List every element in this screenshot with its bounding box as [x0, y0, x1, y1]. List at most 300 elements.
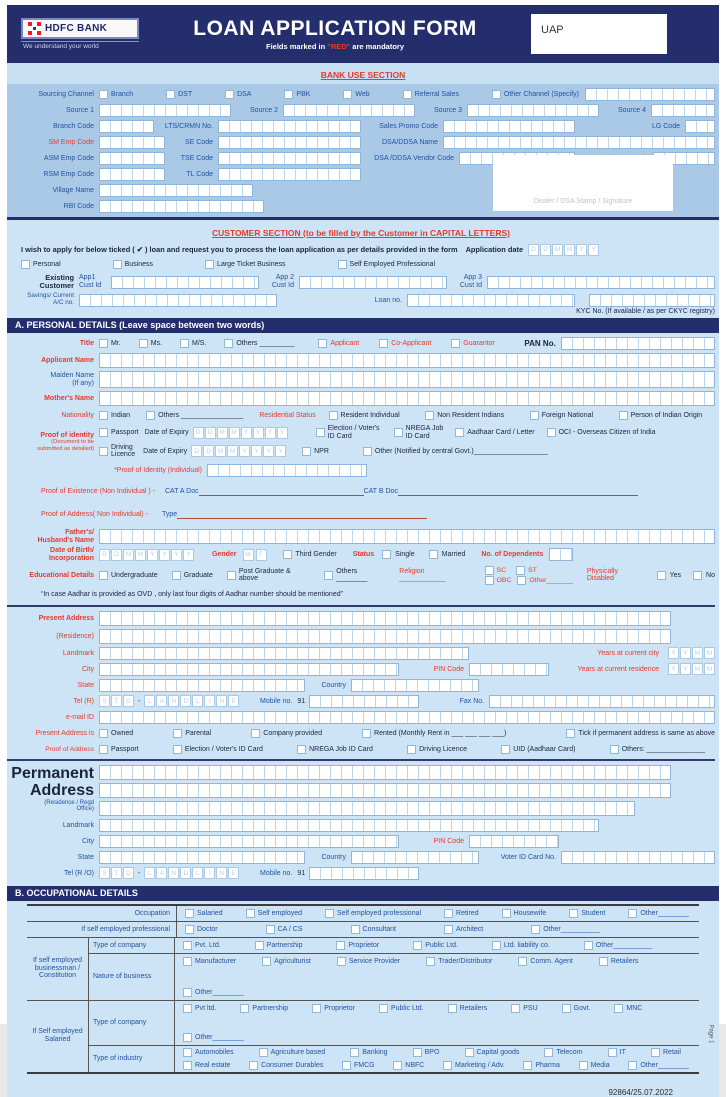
checkbox[interactable]	[394, 428, 403, 437]
char-cells[interactable]	[561, 851, 715, 864]
checkbox[interactable]	[262, 957, 271, 966]
option-label: Other________	[640, 1061, 689, 1069]
checkbox[interactable]	[393, 1061, 402, 1070]
checkbox[interactable]	[547, 428, 556, 437]
date-box[interactable]: Y	[275, 445, 286, 457]
cat-a-line[interactable]	[199, 487, 364, 496]
checkbox[interactable]	[343, 90, 352, 99]
checkbox[interactable]	[485, 576, 494, 585]
kyc-note: KYC No. (If available / as per CKYC registry)	[576, 308, 715, 316]
checkbox[interactable]	[99, 428, 108, 437]
std-box[interactable]: D	[123, 695, 134, 707]
char-cells[interactable]	[99, 168, 165, 181]
std-box[interactable]: S	[99, 867, 110, 879]
ymm-box[interactable]: Y	[680, 647, 691, 659]
nature-option	[183, 957, 236, 966]
checkbox[interactable]	[329, 411, 338, 420]
dob-label: Date of Birth/ Incorporation	[48, 547, 94, 562]
residential-option	[619, 411, 703, 420]
char-cells[interactable]	[283, 104, 415, 117]
std-box[interactable]: D	[123, 867, 134, 879]
date-box[interactable]: Y	[277, 427, 288, 439]
char-cells[interactable]	[309, 695, 419, 708]
existing-customer-row	[7, 274, 715, 290]
checkbox[interactable]	[324, 571, 333, 580]
checkbox[interactable]	[302, 447, 311, 456]
mandatory-note: Fields marked in "RED" are mandatory	[265, 42, 404, 51]
sales-promo-label: Sales Promo Code	[379, 123, 438, 130]
landline-boxes	[144, 867, 239, 879]
no-label: No	[706, 571, 715, 579]
char-cells[interactable]	[218, 168, 361, 181]
checkbox[interactable]	[544, 1048, 553, 1057]
poi-row-1	[99, 425, 715, 440]
checkbox[interactable]	[224, 339, 233, 348]
date-box[interactable]: Y	[253, 427, 264, 439]
landline-box[interactable]: L	[144, 695, 155, 707]
landline-box[interactable]: L	[192, 867, 203, 879]
checkbox[interactable]	[351, 925, 360, 934]
option-label: Others: _______________	[621, 745, 705, 753]
date-box[interactable]: Y	[265, 427, 276, 439]
checkbox[interactable]	[249, 1061, 258, 1070]
char-cells[interactable]	[99, 152, 165, 165]
occupation-option	[325, 909, 421, 918]
checkbox[interactable]	[283, 550, 292, 559]
checkbox[interactable]	[569, 909, 578, 918]
char-cells[interactable]	[99, 184, 253, 197]
date-box[interactable]: M	[123, 549, 134, 561]
checkbox[interactable]	[266, 925, 275, 934]
std-box[interactable]: T	[111, 695, 122, 707]
dob-row	[7, 547, 715, 562]
source4-label: Source 4	[617, 107, 646, 114]
char-cells[interactable]	[207, 464, 367, 477]
char-cells[interactable]	[218, 136, 361, 149]
company-option	[336, 941, 379, 950]
checkbox[interactable]	[99, 447, 108, 456]
type-line[interactable]	[177, 510, 427, 519]
landline-box[interactable]: D	[180, 695, 191, 707]
ymm-box[interactable]: M	[692, 647, 703, 659]
bank-tagline: We understand your world	[21, 41, 139, 50]
char-cells[interactable]	[443, 136, 715, 149]
std-box[interactable]: S	[99, 695, 110, 707]
char-cells[interactable]	[99, 353, 715, 368]
landline-box[interactable]: E	[228, 695, 239, 707]
checkbox[interactable]	[379, 339, 388, 348]
app2-label: App 2 Cust Id	[271, 274, 294, 290]
checkbox[interactable]	[172, 571, 181, 580]
option-label: Undergraduate	[111, 571, 158, 579]
bank-use-section	[7, 84, 719, 217]
landline-box[interactable]: N	[168, 867, 179, 879]
date-box[interactable]: D	[99, 549, 110, 561]
checkbox[interactable]	[363, 447, 372, 456]
char-cells[interactable]	[469, 835, 559, 848]
landline-box[interactable]: A	[156, 867, 167, 879]
occupational-table	[27, 904, 699, 1074]
date-box[interactable]: Y	[263, 445, 274, 457]
checkbox[interactable]	[426, 957, 435, 966]
checkbox[interactable]	[325, 909, 334, 918]
char-cells[interactable]	[467, 104, 599, 117]
checkbox[interactable]	[99, 571, 108, 580]
date-box[interactable]: Y	[239, 445, 250, 457]
char-cells[interactable]	[549, 548, 573, 561]
option-label: DSA	[237, 91, 252, 98]
checkbox[interactable]	[657, 571, 666, 580]
checkbox[interactable]	[455, 428, 464, 437]
checkbox[interactable]	[251, 729, 260, 738]
date-box[interactable]: D	[528, 244, 539, 256]
char-cells[interactable]	[99, 529, 715, 544]
checkbox[interactable]	[502, 909, 511, 918]
option-label: Owned	[111, 729, 134, 737]
checkbox[interactable]	[173, 745, 182, 754]
char-cells[interactable]	[218, 152, 361, 165]
char-cells[interactable]	[561, 337, 715, 350]
option-label: Proprietor	[348, 941, 380, 949]
char-cells[interactable]	[99, 711, 715, 724]
checkbox[interactable]	[425, 411, 434, 420]
checkbox[interactable]	[337, 957, 346, 966]
education-option	[324, 568, 389, 582]
checkbox[interactable]	[413, 941, 422, 950]
ymm-box[interactable]: Y	[680, 663, 691, 675]
char-cells[interactable]	[99, 765, 671, 780]
date-box[interactable]: Y	[147, 549, 158, 561]
char-cells[interactable]	[443, 120, 575, 133]
voter-id-label: Voter ID Card No.	[500, 853, 556, 861]
checkbox[interactable]	[651, 1048, 660, 1057]
option-label: SC	[496, 566, 507, 574]
landline-box[interactable]: A	[156, 695, 167, 707]
option-label: Trader/Distributor	[438, 957, 493, 965]
checkbox[interactable]	[255, 941, 264, 950]
char-cells[interactable]	[99, 647, 469, 660]
checkbox[interactable]	[530, 411, 539, 420]
checkbox[interactable]	[362, 729, 371, 738]
checkbox[interactable]	[584, 941, 593, 950]
checkbox[interactable]	[183, 1061, 192, 1070]
char-cells[interactable]	[407, 294, 575, 307]
mobile-code: 91	[297, 697, 306, 705]
checkbox[interactable]	[173, 729, 182, 738]
checkbox[interactable]	[628, 909, 637, 918]
landline-box[interactable]: N	[216, 867, 227, 879]
option-label: Applicant	[330, 340, 360, 348]
customer-heading: CUSTOMER SECTION (to be filled by the Customer in CAPITAL LETTERS)	[212, 228, 510, 238]
option-label: Self Employed Professional	[349, 261, 436, 268]
checkbox[interactable]	[407, 745, 416, 754]
dealer-stamp-label: Dealer / DSA Stamp / Signature	[533, 198, 633, 205]
date-box[interactable]: Y	[251, 445, 262, 457]
checkbox[interactable]	[562, 1004, 571, 1013]
date-box[interactable]: M	[217, 427, 228, 439]
tick-same-option	[566, 729, 715, 738]
checkbox[interactable]	[284, 90, 293, 99]
option-label: Consumer Durables	[261, 1061, 324, 1069]
st-option	[516, 566, 537, 575]
checkbox[interactable]	[511, 1004, 520, 1013]
checkbox[interactable]	[614, 1004, 623, 1013]
checkbox[interactable]	[99, 411, 108, 420]
checkbox[interactable]	[531, 925, 540, 934]
date-box[interactable]: Y	[159, 549, 170, 561]
date-box[interactable]: Y	[183, 549, 194, 561]
date-box[interactable]: Y	[576, 244, 587, 256]
occupation-row	[27, 906, 699, 922]
checkbox[interactable]	[517, 576, 526, 585]
checkbox[interactable]	[566, 729, 575, 738]
perm-state-row	[7, 851, 715, 864]
date-box[interactable]: D	[203, 445, 214, 457]
checkbox[interactable]	[183, 957, 192, 966]
char-cells[interactable]	[351, 679, 479, 692]
ymm-box[interactable]: Y	[668, 663, 679, 675]
sm-emp-label: SM Emp Code	[48, 139, 94, 146]
char-cells[interactable]	[99, 391, 715, 406]
checkbox[interactable]	[312, 1004, 321, 1013]
ymm-box[interactable]: Y	[668, 647, 679, 659]
char-cells[interactable]	[218, 120, 361, 133]
checkbox[interactable]	[185, 909, 194, 918]
checkbox[interactable]	[246, 909, 255, 918]
char-cells[interactable]	[469, 663, 549, 676]
option-label: Ltd. liability co.	[503, 941, 550, 949]
checkbox[interactable]	[183, 1048, 192, 1057]
checkbox[interactable]	[240, 1004, 249, 1013]
landline-box[interactable]: E	[228, 867, 239, 879]
checkbox[interactable]	[608, 1048, 617, 1057]
option-label: IT	[619, 1048, 626, 1056]
char-cells[interactable]	[99, 679, 305, 692]
se-code-label: SE Code	[184, 139, 213, 146]
cat-b-line[interactable]	[398, 487, 638, 496]
date-box[interactable]: M	[227, 445, 238, 457]
checkbox[interactable]	[448, 1004, 457, 1013]
date-of-expiry-label: Date of Expiry	[143, 447, 188, 455]
date-box[interactable]: Y	[171, 549, 182, 561]
char-cells[interactable]	[99, 136, 165, 149]
checkbox[interactable]	[183, 941, 192, 950]
char-cells[interactable]	[99, 663, 399, 676]
tl-label: TL Code	[186, 171, 213, 178]
asm-emp-label: ASM Emp Code	[43, 155, 94, 162]
checkbox[interactable]	[99, 90, 108, 99]
checkbox[interactable]	[465, 1048, 474, 1057]
checkbox[interactable]	[443, 1061, 452, 1070]
char-cells[interactable]	[99, 200, 264, 213]
checkbox[interactable]	[523, 1061, 532, 1070]
date-box[interactable]: M	[215, 445, 226, 457]
char-cells[interactable]	[351, 851, 479, 864]
checkbox[interactable]	[225, 90, 234, 99]
ymm-box[interactable]: M	[704, 663, 715, 675]
option-label: Tick if permanent address is same as above	[578, 729, 715, 737]
checkbox[interactable]	[183, 1033, 192, 1042]
checkbox[interactable]	[610, 745, 619, 754]
loan-type-option	[21, 260, 61, 269]
checkbox[interactable]	[485, 566, 494, 575]
landline-box[interactable]: I	[204, 867, 215, 879]
status-label: Status	[352, 551, 375, 559]
salaried-group	[27, 1001, 699, 1072]
char-cells[interactable]	[111, 276, 259, 289]
option-label: Person of Indian Origin	[630, 412, 703, 420]
char-cells[interactable]	[99, 851, 305, 864]
char-cells[interactable]	[99, 783, 671, 798]
city-row	[7, 663, 715, 676]
checkbox[interactable]	[227, 571, 236, 580]
char-cells[interactable]	[99, 104, 231, 117]
gender-m-box[interactable]: M	[243, 549, 254, 561]
checkbox[interactable]	[403, 90, 412, 99]
char-cells[interactable]	[585, 88, 715, 101]
checkbox[interactable]	[316, 428, 325, 437]
company-option	[562, 1004, 591, 1013]
option-label: Telecom	[556, 1048, 583, 1056]
state-label: State	[77, 853, 94, 861]
date-box[interactable]: D	[111, 549, 122, 561]
checkbox[interactable]	[166, 90, 175, 99]
landline-box[interactable]: D	[180, 867, 191, 879]
char-cells[interactable]	[487, 276, 715, 289]
professional-label: If self employed professional	[27, 922, 177, 937]
option-label: Comm. Agent	[530, 957, 573, 965]
checkbox[interactable]	[518, 957, 527, 966]
state-label: State	[77, 681, 94, 689]
ymm-box[interactable]: M	[704, 647, 715, 659]
date-box[interactable]: M	[552, 244, 563, 256]
gender-f-box[interactable]: F	[256, 549, 267, 561]
option-label: BPO	[424, 1048, 440, 1056]
option-label: Architect	[456, 925, 484, 933]
checkbox[interactable]	[185, 925, 194, 934]
fax-label: Fax No.	[459, 697, 485, 705]
occupation-option	[502, 909, 547, 918]
char-cells[interactable]	[99, 120, 154, 133]
landline-box[interactable]: N	[168, 695, 179, 707]
checkbox[interactable]	[382, 550, 391, 559]
checkbox[interactable]	[180, 339, 189, 348]
option-label: Web	[355, 91, 370, 98]
checkbox[interactable]	[429, 550, 438, 559]
char-cells[interactable]	[299, 276, 447, 289]
checkbox[interactable]	[516, 566, 525, 575]
checkbox[interactable]	[350, 1048, 359, 1057]
date-box[interactable]: M	[135, 549, 146, 561]
char-cells[interactable]	[79, 294, 277, 307]
option-label: UID (Aadhaar Card)	[513, 745, 576, 753]
checkbox[interactable]	[183, 988, 192, 997]
char-cells[interactable]	[589, 294, 715, 307]
landline-box[interactable]: I	[204, 695, 215, 707]
landmark-label: Landmark	[62, 649, 94, 657]
std-box[interactable]: T	[111, 867, 122, 879]
checkbox[interactable]	[21, 260, 30, 269]
checkbox[interactable]	[318, 339, 327, 348]
expiry-date-boxes	[191, 445, 286, 457]
char-cells[interactable]	[99, 835, 399, 848]
uap-field[interactable]	[531, 14, 667, 54]
char-cells[interactable]	[651, 104, 715, 117]
landline-box[interactable]: N	[216, 695, 227, 707]
checkbox[interactable]	[444, 925, 453, 934]
poi-row-2	[99, 444, 715, 459]
checkbox[interactable]	[146, 411, 155, 420]
landline-box[interactable]: L	[192, 695, 203, 707]
checkbox[interactable]	[693, 571, 702, 580]
char-cells[interactable]	[309, 867, 419, 880]
checkbox[interactable]	[492, 941, 501, 950]
checkbox[interactable]	[628, 1061, 637, 1070]
checkbox[interactable]	[259, 1048, 268, 1057]
date-box[interactable]: D	[205, 427, 216, 439]
checkbox[interactable]	[379, 1004, 388, 1013]
option-label: Business	[124, 261, 154, 268]
checkbox[interactable]	[113, 260, 122, 269]
date-box[interactable]: Y	[588, 244, 599, 256]
checkbox[interactable]	[599, 957, 608, 966]
checkbox[interactable]	[579, 1061, 588, 1070]
hdfc-logo-icon	[28, 22, 41, 35]
char-cells[interactable]	[99, 801, 635, 816]
checkbox[interactable]	[205, 260, 214, 269]
date-box[interactable]: M	[564, 244, 575, 256]
date-box[interactable]: Y	[241, 427, 252, 439]
option-label: Other________	[195, 1033, 244, 1041]
option-label: Election / Voter's ID Card	[184, 745, 263, 753]
professional-options	[177, 922, 699, 937]
industry-option	[465, 1048, 520, 1057]
char-cells[interactable]	[489, 695, 715, 708]
date-box[interactable]: D	[540, 244, 551, 256]
landline-box[interactable]: L	[144, 867, 155, 879]
bank-name: HDFC BANK	[45, 23, 108, 34]
checkbox[interactable]	[99, 339, 108, 348]
checkbox[interactable]	[451, 339, 460, 348]
checkbox[interactable]	[336, 941, 345, 950]
checkbox[interactable]	[444, 909, 453, 918]
char-cells[interactable]	[99, 371, 715, 388]
option-label: ST	[528, 566, 537, 574]
checkbox[interactable]	[492, 90, 501, 99]
char-cells[interactable]	[99, 629, 671, 644]
date-box[interactable]: D	[191, 445, 202, 457]
checkbox[interactable]	[139, 339, 148, 348]
checkbox[interactable]	[342, 1061, 351, 1070]
checkbox[interactable]	[297, 745, 306, 754]
checkbox[interactable]	[183, 1004, 192, 1013]
loan-type-option	[338, 260, 436, 269]
checkbox[interactable]	[99, 729, 108, 738]
option-label: Others ________	[336, 568, 368, 583]
date-box[interactable]: M	[229, 427, 240, 439]
char-cells[interactable]	[685, 120, 715, 133]
checkbox[interactable]	[619, 411, 628, 420]
char-cells[interactable]	[99, 819, 599, 832]
checkbox[interactable]	[501, 745, 510, 754]
landline-boxes	[144, 695, 239, 707]
checkbox[interactable]	[99, 745, 108, 754]
checkbox[interactable]	[413, 1048, 422, 1057]
ymm-box[interactable]: M	[692, 663, 703, 675]
checkbox[interactable]	[338, 260, 347, 269]
date-box[interactable]: D	[193, 427, 204, 439]
char-cells[interactable]	[99, 611, 671, 626]
